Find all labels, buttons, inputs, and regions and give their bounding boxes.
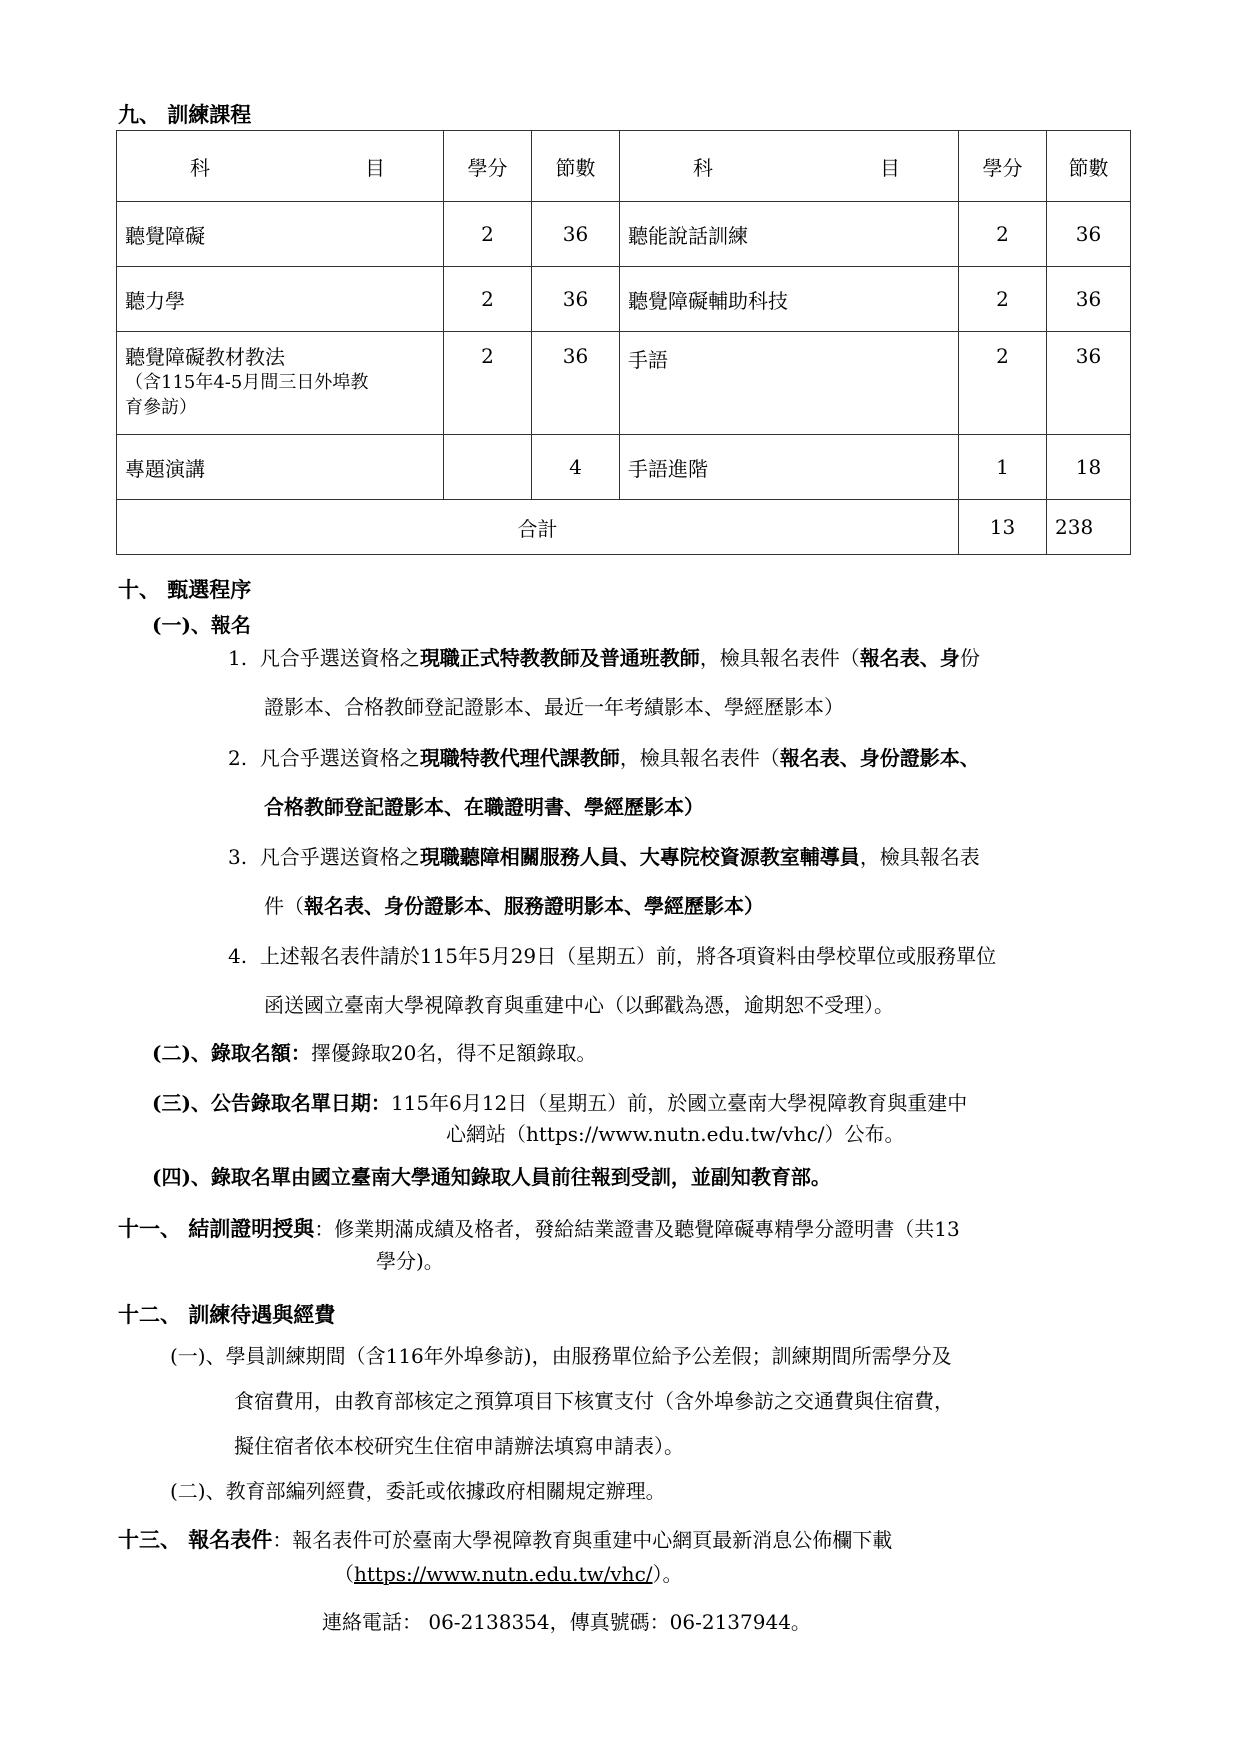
- header-credits: 學分: [444, 131, 532, 202]
- section-12-sub1-line-2: 食宿費用，由教育部核定之預算項目下核實支付（含外埠參訪之交通費與住宿費，: [234, 1389, 954, 1413]
- hours-cell: 4: [532, 435, 620, 500]
- hours-cell: 36: [532, 202, 620, 267]
- credits-cell: 2: [959, 332, 1047, 435]
- hours-cell: 36: [532, 267, 620, 332]
- subject-cell: 聽能說話訓練: [620, 202, 959, 267]
- item-3-line-2: 件（報名表、身份證影本、服務證明影本、學經歷影本）: [264, 894, 764, 918]
- item-2-line-1: 2. 凡合乎選送資格之現職特教代理代課教師，檢具報名表件（報名表、身份證影本、: [228, 746, 980, 770]
- section-10-title: 十、 甄選程序: [118, 577, 252, 602]
- section-13-line-1: 十三、 報名表件：報名表件可於臺南大學視障教育與重建中心網頁最新消息公佈欄下載: [118, 1527, 893, 1552]
- section-11-line-2: 學分)。: [376, 1249, 444, 1273]
- hours-cell: 36: [532, 332, 620, 435]
- hours-cell: 36: [1047, 202, 1131, 267]
- section-12-sub1-line-3: 擬住宿者依本校研究生住宿申請辦法填寫申請表）。: [234, 1434, 684, 1458]
- item-3-line-1: 3. 凡合乎選送資格之現職聽障相關服務人員、大專院校資源教室輔導員，檢具報名表: [228, 845, 980, 869]
- subject-cell: 聽覺障礙輔助科技: [620, 267, 959, 332]
- item-2-line-2: 合格教師登記證影本、在職證明書、學經歷影本）: [264, 795, 704, 819]
- subsection-announcement-line-2: 心網站（https://www.nutn.edu.tw/vhc/）公布。: [446, 1122, 905, 1146]
- download-link[interactable]: https://www.nutn.edu.tw/vhc/: [354, 1562, 653, 1586]
- subject-cell: 聽覺障礙: [117, 202, 444, 267]
- subject-cell: 手語進階: [620, 435, 959, 500]
- credits-cell: 2: [959, 267, 1047, 332]
- credits-cell: 1: [959, 435, 1047, 500]
- section-12-sub2: (二)、教育部編列經費，委託或依據政府相關規定辦理。: [170, 1479, 666, 1503]
- subsection-notification: (四)、錄取名單由國立臺南大學通知錄取人員前往報到受訓，並副知教育部。: [152, 1165, 831, 1189]
- header-subject: 科 目: [117, 131, 444, 202]
- table-row: [117, 267, 1131, 332]
- item-4-line-2: 函送國立臺南大學視障教育與重建中心（以郵戳為憑，逾期恕不受理）。: [264, 993, 894, 1017]
- credits-cell: 2: [444, 202, 532, 267]
- section-12-sub1-line-1: (一)、學員訓練期間（含116年外埠參訪)，由服務單位給予公差假；訓練期間所需學分及: [170, 1344, 952, 1368]
- item-1-line-1: 1. 凡合乎選送資格之現職正式特教教師及普通班教師，檢具報名表件（報名表、身份: [228, 646, 980, 670]
- section-11-line-1: 十一、 結訓證明授與：修業期滿成績及格者，發給結業證書及聽覺障礙專精學分證明書（共13: [118, 1216, 960, 1241]
- total-label: 合計: [117, 500, 959, 555]
- table-total-row: [117, 500, 1131, 555]
- header-subject: 科 目: [620, 131, 959, 202]
- total-credits: 13: [959, 500, 1047, 555]
- credits-cell: 2: [959, 202, 1047, 267]
- item-4-line-1: 4. 上述報名表件請於115年5月29日（星期五）前，將各項資料由學校單位或服務單位: [228, 944, 997, 968]
- subject-cell: 聽力學: [117, 267, 444, 332]
- header-credits: 學分: [959, 131, 1047, 202]
- credits-cell: 2: [444, 267, 532, 332]
- hours-cell: 18: [1047, 435, 1131, 500]
- subsection-quota: (二)、錄取名額：擇優錄取20名，得不足額錄取。: [152, 1041, 597, 1065]
- table-row: [117, 202, 1131, 267]
- contact-info: 連絡電話： 06-2138354，傳真號碼：06-2137944。: [322, 1610, 811, 1634]
- credits-cell: 2: [444, 332, 532, 435]
- total-hours: 238: [1047, 500, 1131, 555]
- subsection-announcement-line-1: (三)、公告錄取名單日期：115年6月12日（星期五）前，於國立臺南大學視障教育與重建中: [152, 1091, 968, 1115]
- subject-cell: 專題演講: [117, 435, 444, 500]
- header-hours: 節數: [532, 131, 620, 202]
- table-header-row: [117, 131, 1131, 202]
- hours-cell: 36: [1047, 332, 1131, 435]
- section-13-line-2: （https://www.nutn.edu.tw/vhc/）。: [334, 1562, 683, 1586]
- item-1-line-2: 證影本、合格教師登記證影本、最近一年考績影本、學經歷影本）: [264, 695, 844, 719]
- course-table: [116, 130, 1131, 555]
- subsection-registration: (一)、報名: [152, 613, 251, 637]
- credits-cell: [444, 435, 532, 500]
- hours-cell: 36: [1047, 267, 1131, 332]
- table-row: [117, 332, 1131, 435]
- header-hours: 節數: [1047, 131, 1131, 202]
- subject-cell: 手語: [620, 332, 959, 435]
- subject-cell: 聽覺障礙教材教法 （含115年4-5月間三日外埠教 育參訪）: [117, 332, 444, 435]
- table-row: [117, 435, 1131, 500]
- section-9-title: 九、 訓練課程: [118, 102, 252, 127]
- section-12-title: 十二、 訓練待遇與經費: [118, 1302, 336, 1327]
